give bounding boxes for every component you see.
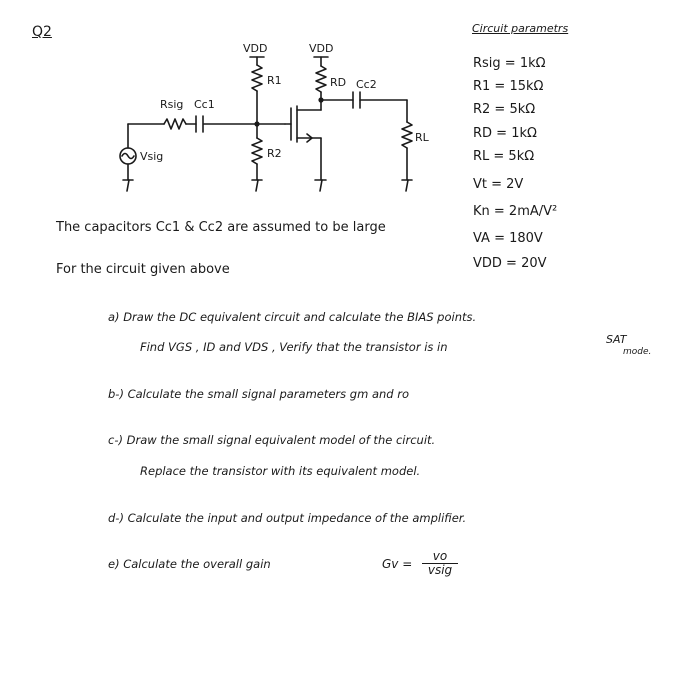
- rl-resistor: [402, 122, 412, 148]
- param-vt: Vt = 2V: [473, 177, 524, 192]
- rl-ground-tail: [406, 180, 408, 191]
- intro-statement: For the circuit given above: [56, 262, 230, 277]
- source-ground-tail: [320, 180, 322, 191]
- task-c-line1: c-) Draw the small signal equivalent model of the circuit.: [108, 433, 436, 447]
- task-a-mode: mode.: [623, 347, 652, 357]
- rd-resistor: [316, 66, 326, 92]
- capacitor-statement: The capacitors Cc1 & Cc2 are assumed to be large: [56, 220, 386, 235]
- r2-label: R2: [267, 147, 282, 160]
- r2-ground-tail: [256, 180, 258, 191]
- task-a-line1: a) Draw the DC equivalent circuit and calculate the BIAS points.: [108, 310, 477, 324]
- task-b: b-) Calculate the small signal parameters gm and ro: [108, 387, 410, 401]
- gain-denominator: vsig: [427, 563, 453, 577]
- r1-label: R1: [267, 74, 282, 87]
- param-vdd: VDD = 20V: [473, 256, 547, 271]
- gain-numerator: vo: [422, 550, 458, 564]
- param-va: VA = 180V: [473, 231, 543, 246]
- vsig-wave: [122, 154, 134, 159]
- cc1-label: Cc1: [194, 98, 215, 111]
- rsig-label: Rsig: [160, 98, 184, 111]
- task-d: d-) Calculate the input and output impedance of the amplifier.: [108, 511, 467, 525]
- question-label: Q2: [32, 24, 52, 40]
- r1-resistor: [252, 65, 262, 91]
- rd-label: RD: [330, 76, 347, 89]
- rl-label: RL: [415, 131, 429, 144]
- param-kn: Kn = 2mA/V²: [473, 204, 558, 219]
- task-a-line2: Find VGS , ID and VDS , Verify that the transistor is in: [140, 340, 448, 354]
- vsig-label: Vsig: [140, 150, 164, 163]
- params-header: Circuit parametrs: [472, 22, 569, 35]
- r2-resistor: [252, 138, 262, 164]
- param-rsig: Rsig = 1kΩ: [473, 56, 546, 71]
- param-r1: R1 = 15kΩ: [473, 79, 544, 94]
- task-e: e) Calculate the overall gain: [108, 557, 271, 571]
- gain-lhs: Gv =: [382, 557, 413, 571]
- vsig-ground-tail: [127, 180, 129, 191]
- gain-fraction: [422, 550, 458, 577]
- rsig-resistor: [164, 119, 186, 129]
- param-rd: RD = 1kΩ: [473, 126, 537, 141]
- vdd-right-label: VDD: [309, 42, 334, 55]
- param-rl: RL = 5kΩ: [473, 149, 535, 164]
- task-a-sat: SAT: [606, 333, 627, 346]
- vdd-left-label: VDD: [243, 42, 268, 55]
- task-c-line2: Replace the transistor with its equivalent model.: [140, 464, 421, 478]
- param-r2: R2 = 5kΩ: [473, 102, 536, 117]
- cc2-label: Cc2: [356, 78, 377, 91]
